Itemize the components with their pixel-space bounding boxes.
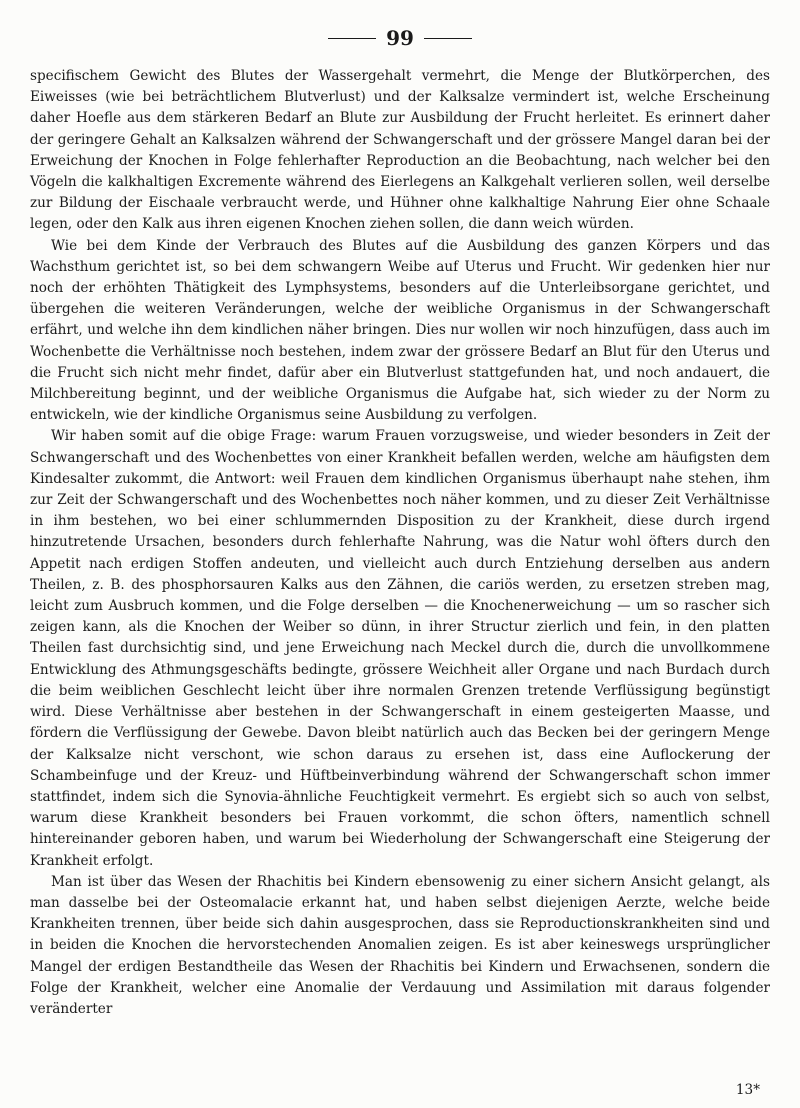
page-number: 99 (386, 26, 414, 50)
body-text (30, 66, 770, 1020)
page-header (0, 26, 800, 50)
signature-mark: 13* (735, 1082, 760, 1098)
header-rule-right (424, 38, 472, 39)
paragraph-2: Wie bei dem Kinde der Verbrauch des Blutes auf die Ausbildung des ganzen Körpers und das Wachsthum gerichtet ist, so bei dem schwangern Weibe auf Uterus und Frucht. Wir gedenken hier nur noch der erhöhten Thätigkeit des Lymphsystems, besonders auf die Unterleibsorgane gerichtet, und übergehen die weiteren Veränderungen, welche der weibliche Organismus in der Schwangerschaft erfährt, und welche ihn dem kindlichen näher bringen. Dies nur wollen wir noch hinzufügen, dass auch im Wochenbette die Verhältnisse noch bestehen, indem zwar der grössere Bedarf an Blut für den Uterus und die Frucht sich nicht mehr findet, dafür aber ein Blutverlust stattgefunden hat, und noch andauert, die Milchbereitung beginnt, und der weibliche Organismus die Aufgabe hat, sich wieder zu der Norm zu entwickeln, wie der kindliche Organismus seine Ausbildung zu verfolgen. (30, 237, 770, 424)
header-rule-left (328, 38, 376, 39)
paragraph-1: specifischem Gewicht des Blutes der Wassergehalt vermehrt, die Menge der Blutkörperchen, des Eiweisses (wie bei beträchtlichem Blutverlust) und der Kalksalze vermindert ist, welche Erscheinung daher Hoefle aus dem stärkeren Bedarf an Blute zur Ausbildung der Frucht herleitet. Es erinnert daher der geringere Gehalt an Kalksalzen während der Schwangerschaft und der grössere Mangel daran bei der Erweichung der Knochen in Folge fehlerhafter Reproduction an die Beobachtung, nach welcher bei den Vögeln die kalkhaltigen Excremente während des Eierlegens an Kalkgehalt verlieren sollen, weil derselbe zur Bildung der Eischaale verbraucht werde, und Hühner ohne kalkhaltige Nahrung Eier ohne Schaale legen, oder den Kalk aus ihren eigenen Knochen ziehen sollen, die dann weich würden. (30, 68, 770, 233)
paragraph-3: Wir haben somit auf die obige Frage: warum Frauen vorzugsweise, und wieder besonders in Zeit der Schwangerschaft und des Wochenbettes von einer Krankheit befallen werden, welche am häufigsten dem Kindesalter zukommt, die Antwort: weil Frauen dem kindlichen Organismus überhaupt nahe stehen, ihm zur Zeit der Schwangerschaft und des Wochenbettes noch näher kommen, und zu dieser Zeit Verhältnisse in ihm bestehen, wo bei einer schlummernden Disposition zu der Krankheit, diese durch irgend hinzutretende Ursachen, besonders durch fehlerhafte Nahrung, was die Natur wohl öfters durch den Appetit nach erdigen Stoffen andeuten, und vielleicht auch durch Entziehung derselben aus andern Theilen, z. B. des phosphorsauren Kalks aus den Zähnen, die cariös werden, zu ersetzen streben mag, leicht zum Ausbruch kommen, und die Folge derselben — die Knochenerweichung — um so rascher sich zeigen kann, als die Knochen der Weiber so dünn, in ihrer Structur zierlich und fein, in den platten Theilen fast durchsichtig sind, und jene Erweichung nach Meckel durch die, durch die unvollkommene Entwicklung des Athmungsgeschäfts bedingte, grössere Weichheit aller Organe und nach Burdach durch die beim weiblichen Geschlecht leicht über ihre normalen Grenzen tretende Verflüssigung begünstigt wird. Diese Verhältnisse aber bestehen in der Schwangerschaft in einem gesteigerten Maasse, und fördern die Verflüssigung der Gewebe. Davon bleibt natürlich auch das Becken bei der geringern Menge der Kalksalze nicht verschont, wie schon daraus zu ersehen ist, dass eine Auflockerung der Schambeinfuge und der Kreuz- und Hüftbeinverbindung während der Schwangerschaft schon immer stattfindet, indem sich die Synovia-ähnliche Feuchtigkeit vermehrt. Es ergiebt sich so auch von selbst, warum diese Krankheit besonders bei Frauen vorkommt, die schon öfters, namentlich schnell hintereinander geboren haben, und warum bei Wiederholung der Schwangerschaft eine Steigerung der Krankheit erfolgt. (30, 428, 770, 869)
paragraph-4: Man ist über das Wesen der Rhachitis bei Kindern ebensowenig zu einer sichern Ansicht gelangt, als man dasselbe bei der Osteomalacie erkannt hat, und haben selbst diejenigen Aerzte, welche beide Krankheiten trennen, über beide sich dahin ausgesprochen, dass sie Reproductionskrankheiten sind und in beiden die Knochen die hervorstechenden Anomalien zeigen. Es ist aber keineswegs ursprünglicher Mangel der erdigen Bestandtheile das Wesen der Rhachitis bei Kindern und Erwachsenen, sondern die Folge der Krankheit, welcher eine Anomalie der Verdauung und Assimilation mit daraus folgender veränderter (30, 873, 770, 1017)
